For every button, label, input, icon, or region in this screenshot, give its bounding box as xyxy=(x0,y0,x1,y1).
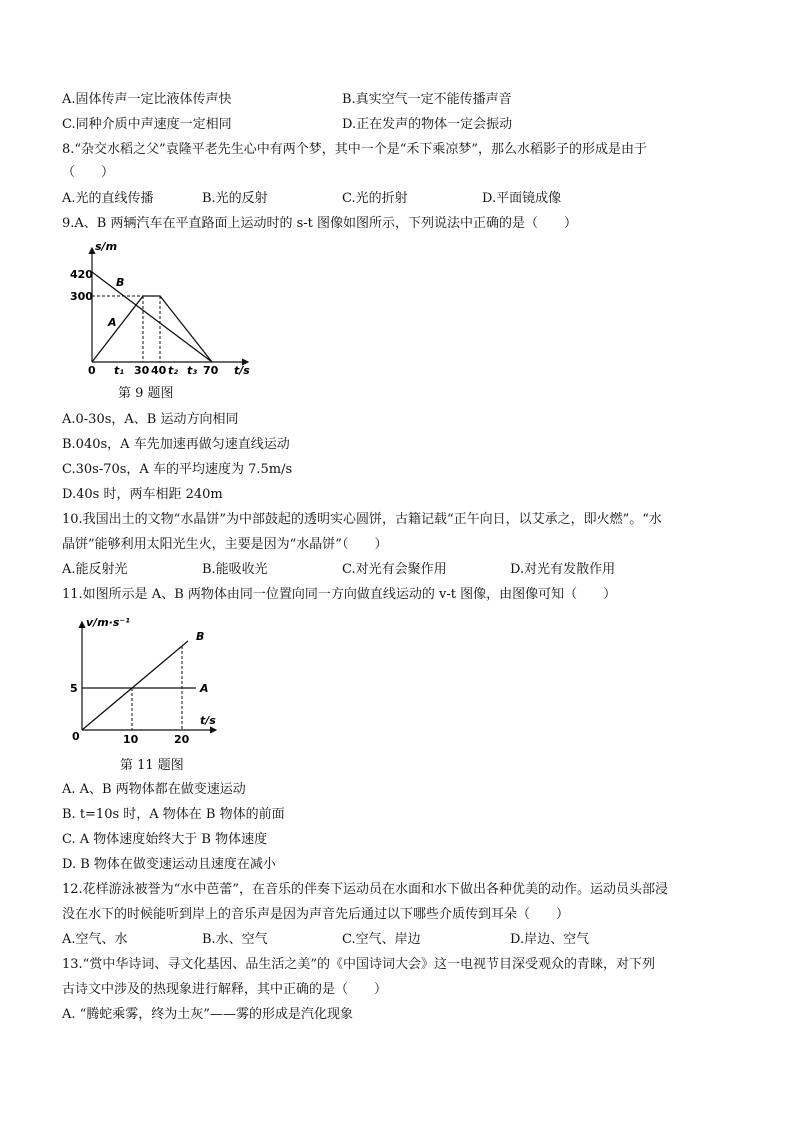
q9-xtick-t2: t₂ xyxy=(168,364,179,377)
q13-stem-cont: 古诗文中涉及的热现象进行解释，其中正确的是（ ） xyxy=(62,982,388,997)
q11-option-c[interactable]: C. A 物体速度始终大于 B 物体速度 xyxy=(62,832,268,847)
q13-stem: 13.“赏中华诗词、寻文化基因、品生活之美”的《中国诗词大会》这一电视节目深受观众的青睐，对下列 xyxy=(62,957,655,972)
q11-label-a: A xyxy=(200,682,209,695)
q7-option-c[interactable]: C.同种介质中声速度一定相同 xyxy=(62,117,232,132)
q9-xtick-40: 40 xyxy=(151,364,167,377)
q7-option-b[interactable]: B.真实空气一定不能传播声音 xyxy=(342,92,512,107)
q10-stem: 10.我国出土的文物“水晶饼”为中部鼓起的透明实心圆饼，古籍记载“正午向日，以艾承之，即火燃”。“水 xyxy=(62,512,662,527)
q11-option-d[interactable]: D. B 物体在做变速运动且速度在减小 xyxy=(62,857,276,872)
q10-option-c[interactable]: C.对光有会聚作用 xyxy=(342,562,447,577)
q12-option-c[interactable]: C.空气、岸边 xyxy=(342,932,421,947)
q8-stem-cont: （ ） xyxy=(62,165,115,180)
q12-stem-cont: 没在水下的时候能听到岸上的音乐声是因为声音先后通过以下哪些介质传到耳朵（ ） xyxy=(62,907,570,922)
q12-option-d[interactable]: D.岸边、空气 xyxy=(510,932,590,947)
q11-xtick-0: 0 xyxy=(72,730,80,743)
q9-label-a: A xyxy=(108,316,117,329)
q10-stem-cont: 晶饼”能够利用太阳光生火，主要是因为“水晶饼”（ ） xyxy=(62,537,388,552)
q8-option-b[interactable]: B.光的反射 xyxy=(202,191,268,206)
q8-stem: 8.“杂交水稻之父”袁隆平老先生心中有两个梦，其中一个是“禾下乘凉梦”，那么水稻影子的形成是由于 xyxy=(62,142,647,157)
q7-option-a[interactable]: A.固体传声一定比液体传声快 xyxy=(62,92,232,107)
q11-stem: 11.如图所示是 A、B 两物体由同一位置向同一方向做直线运动的 v-t 图像，由图像可知（ ） xyxy=(62,587,617,602)
q9-st-graph xyxy=(62,236,262,378)
q9-line-a xyxy=(92,296,212,362)
q10-option-d[interactable]: D.对光有发散作用 xyxy=(510,562,616,577)
q9-xtick-70: 70 xyxy=(203,364,219,377)
q13-option-a[interactable]: A. “腾蛇乘雾，终为土灰”——雾的形成是汽化现象 xyxy=(62,1007,353,1022)
q9-x-axis-label: t/s xyxy=(234,364,250,377)
q9-caption: 第 9 题图 xyxy=(118,386,174,401)
q11-label-b: B xyxy=(196,630,205,643)
q9-xtick-t1: t₁ xyxy=(114,364,125,377)
q8-option-a[interactable]: A.光的直线传播 xyxy=(62,191,154,206)
q8-option-d[interactable]: D.平面镜成像 xyxy=(482,191,562,206)
q9-xtick-t3: t₃ xyxy=(187,364,198,377)
q11-vt-graph xyxy=(62,612,222,747)
q11-xtick-20: 20 xyxy=(174,733,190,746)
q10-option-a[interactable]: A.能反射光 xyxy=(62,562,128,577)
q9-option-c[interactable]: C.30s-70s，A 车的平均速度为 7.5m/s xyxy=(62,462,293,477)
q11-x-axis-label: t/s xyxy=(200,714,216,727)
q11-ytick-5: 5 xyxy=(70,682,78,695)
q9-ytick-300: 300 xyxy=(70,290,93,303)
q10-option-b[interactable]: B.能吸收光 xyxy=(202,562,268,577)
q12-option-a[interactable]: A.空气、水 xyxy=(62,932,128,947)
q11-option-a[interactable]: A. A、B 两物体都在做变速运动 xyxy=(62,782,246,797)
q9-option-d[interactable]: D.40s 时，两车相距 240m xyxy=(62,487,223,502)
q11-line-b xyxy=(82,641,188,730)
q9-ytick-420: 420 xyxy=(70,268,93,281)
q9-xtick-0: 0 xyxy=(88,364,96,377)
q9-stem: 9.A、B 两辆汽车在平直路面上运动时的 s-t 图像如图所示，下列说法中正确的是（ ） xyxy=(62,216,578,231)
q8-option-c[interactable]: C.光的折射 xyxy=(342,191,408,206)
q11-y-axis-label: v/m·s⁻¹ xyxy=(86,616,130,629)
q12-stem: 12.花样游泳被誉为“水中芭蕾”，在音乐的伴奏下运动员在水面和水下做出各种优美的动作。运动员头部浸 xyxy=(62,882,668,897)
q9-xtick-30: 30 xyxy=(134,364,150,377)
q11-caption: 第 11 题图 xyxy=(120,758,184,773)
q9-label-b: B xyxy=(116,276,125,289)
q7-option-d[interactable]: D.正在发声的物体一定会振动 xyxy=(342,117,513,132)
q9-option-a[interactable]: A.0-30s，A、B 运动方向相同 xyxy=(62,412,239,427)
q12-option-b[interactable]: B.水、空气 xyxy=(202,932,268,947)
q11-xtick-10: 10 xyxy=(123,733,139,746)
q11-option-b[interactable]: B. t=10s 时，A 物体在 B 物体的前面 xyxy=(62,807,285,822)
q9-y-axis-label: s/m xyxy=(95,240,118,253)
q9-option-b[interactable]: B.040s，A 车先加速再做匀速直线运动 xyxy=(62,437,290,452)
